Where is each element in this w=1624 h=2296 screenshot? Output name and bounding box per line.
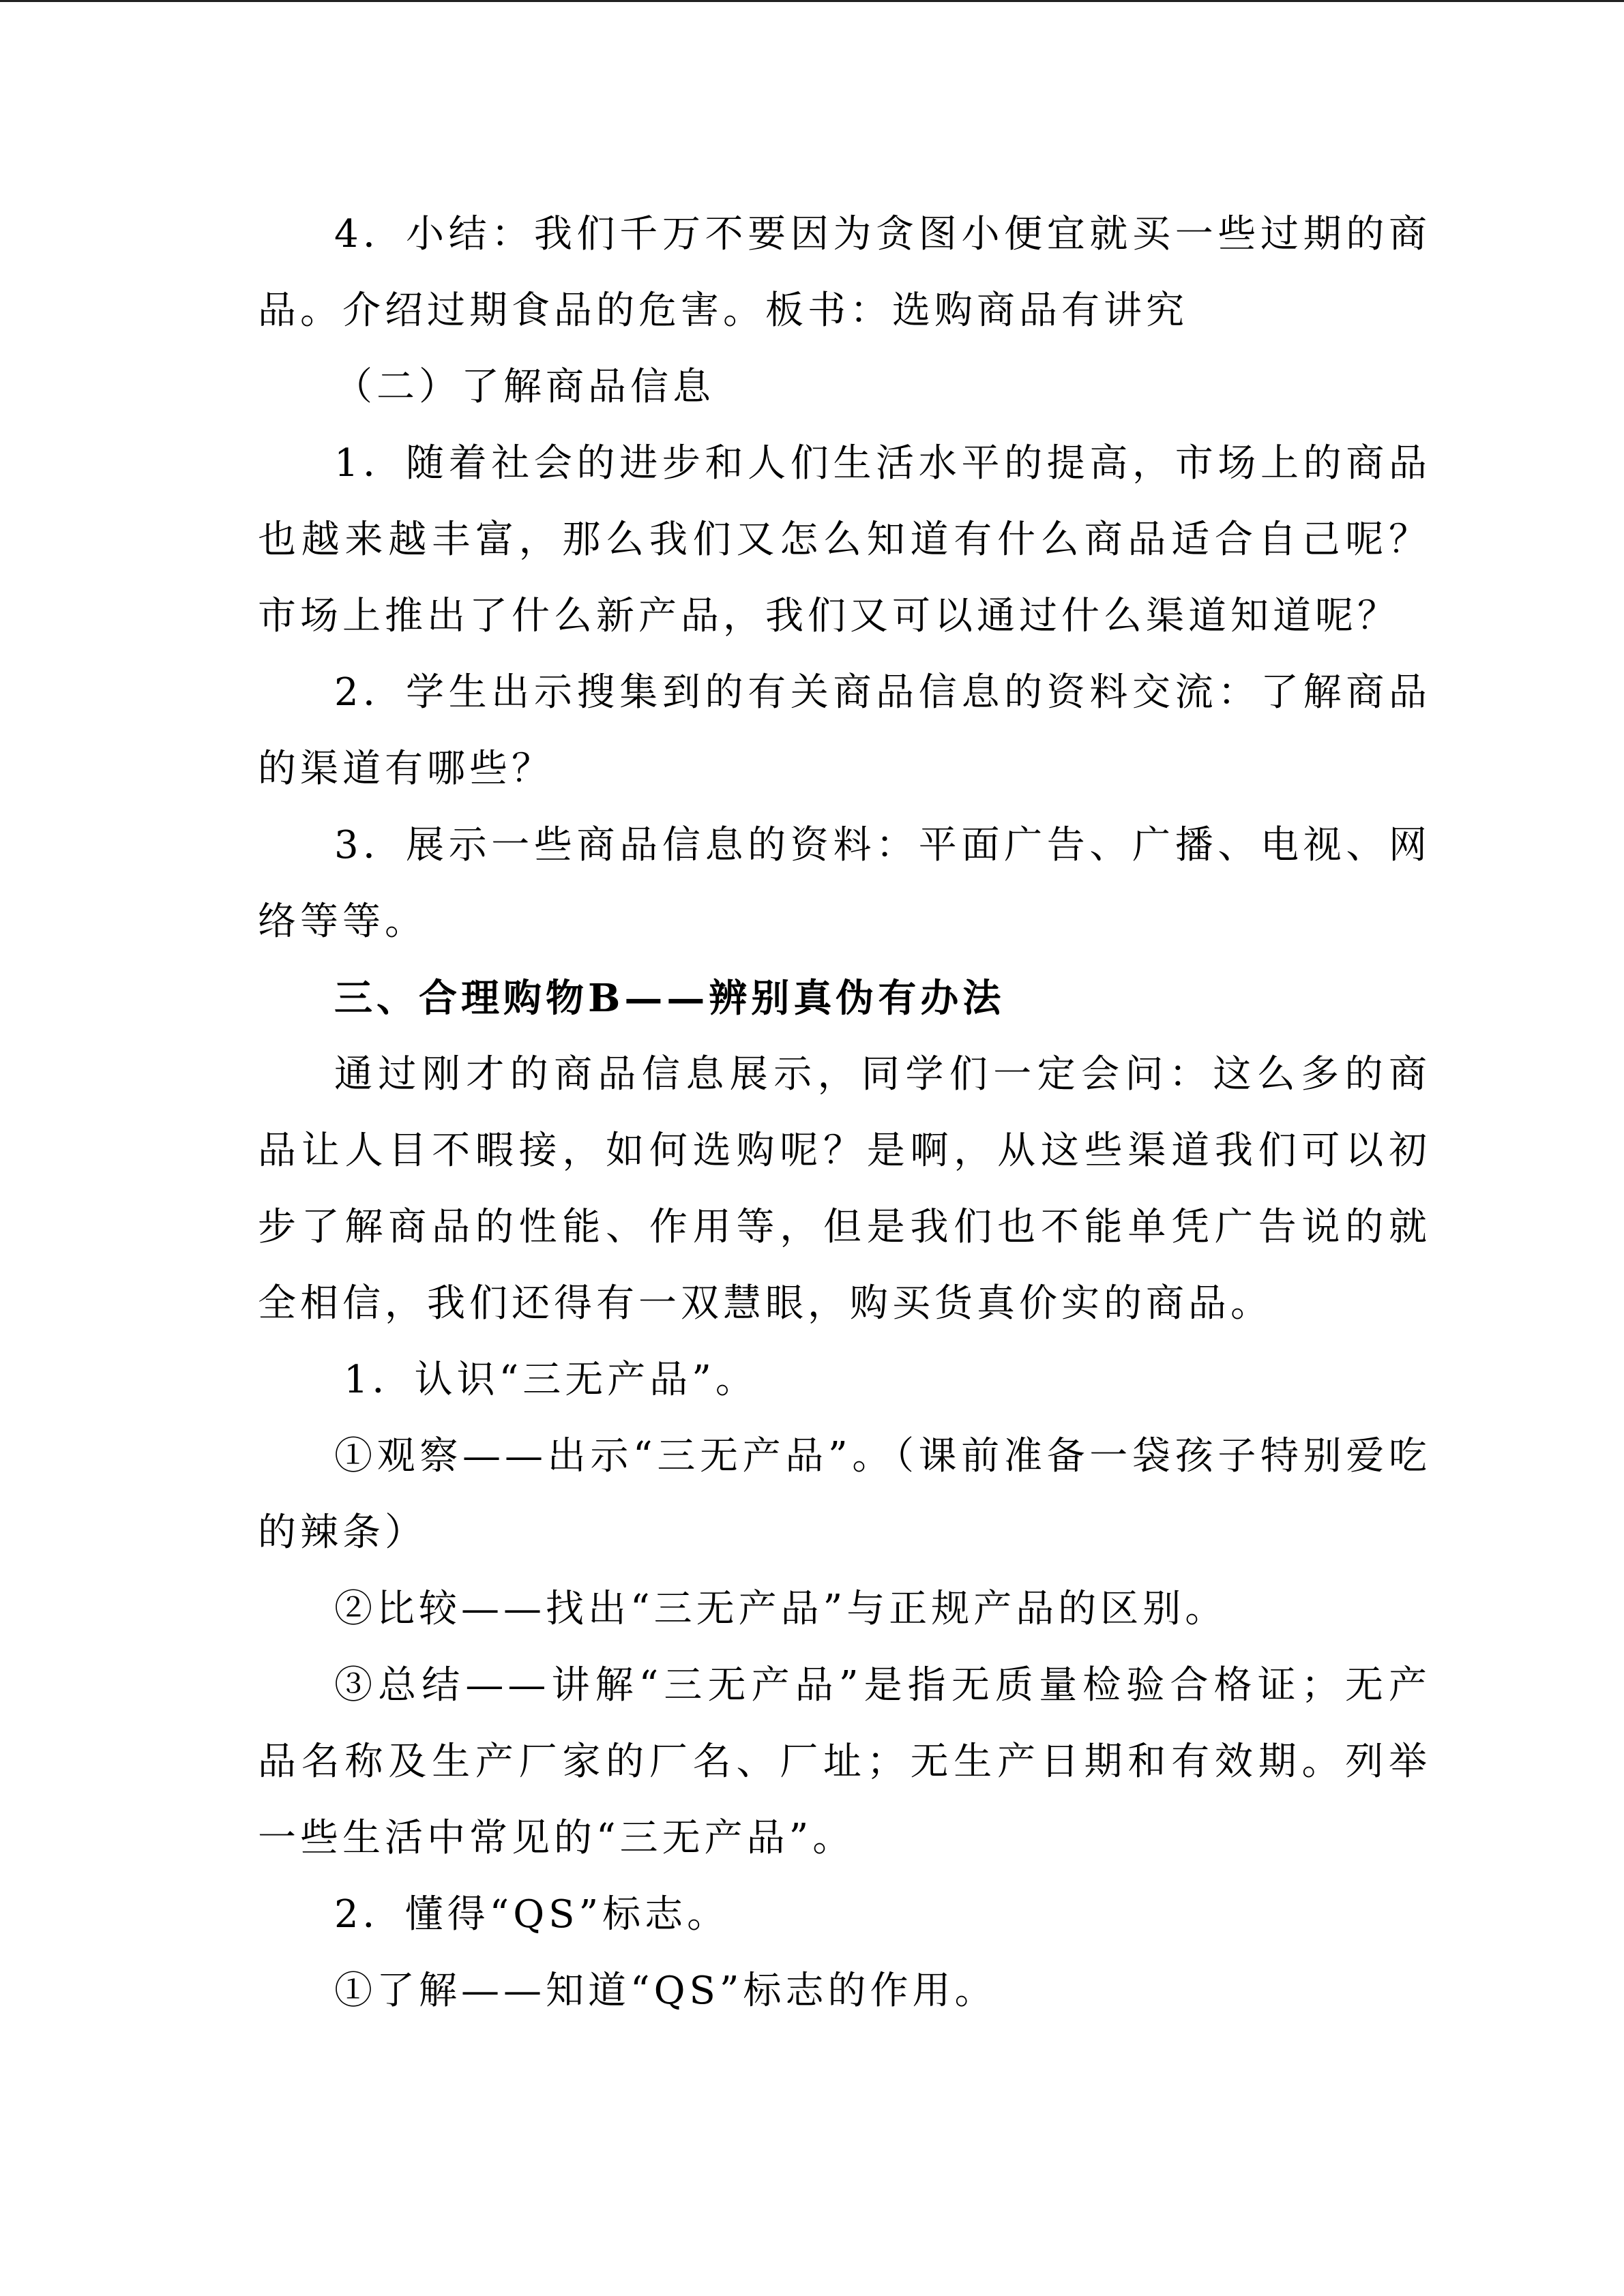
paragraph-item-3: 3．展示一些商品信息的资料：平面广告、广播、电视、网络等等。: [258, 823, 1431, 944]
paragraph-sub-1: 1．认识“三无产品”。: [344, 1358, 758, 1402]
paragraph-conclude: ③总结——讲解“三无产品”是指无质量检验合格证；无产品名称及生产厂家的厂名、厂址；无生产日期和有效期。列举一些生活中常见的“三无产品”。: [258, 1663, 1431, 1860]
paragraph-summary: 4．小结：我们千万不要因为贪图小便宜就买一些过期的商品。介绍过期食品的危害。板书：选购商品有讲究: [258, 212, 1431, 333]
paragraph-item-2: 2．学生出示搜集到的有关商品信息的资料交流：了解商品的渠道有哪些？: [258, 670, 1431, 791]
paragraph-intro: 通过刚才的商品信息展示，同学们一定会问：这么多的商品让人目不暇接，如何选购呢？是啊，从这些渠道我们可以初步了解商品的性能、作用等，但是我们也不能单凭广告说的就全相信，我们还得有一双慧眼，购买货真价实的商品。: [258, 1052, 1431, 1326]
paragraph-understand: ①了解——知道“QS”标志的作用。: [334, 1969, 997, 2013]
paragraph-section-2-title: （二）了解商品信息: [334, 365, 715, 409]
paragraph-observe: ①观察——出示“三无产品”。（课前准备一袋孩子特别爱吃的辣条）: [258, 1434, 1431, 1555]
document-body: [258, 196, 1431, 2029]
paragraph-sub-2: 2．懂得“QS”标志。: [334, 1892, 730, 1937]
paragraph-compare: ②比较——找出“三无产品”与正规产品的区别。: [334, 1587, 1228, 1631]
paragraph-item-1: 1．随着社会的进步和人们生活水平的提高，市场上的商品也越来越丰富，那么我们又怎么知道有什么商品适合自己呢？市场上推出了什么新产品，我们又可以通过什么渠道知道呢？: [258, 441, 1431, 638]
section-heading-three: 三、合理购物B——辨别真伪有办法: [334, 976, 1005, 1021]
